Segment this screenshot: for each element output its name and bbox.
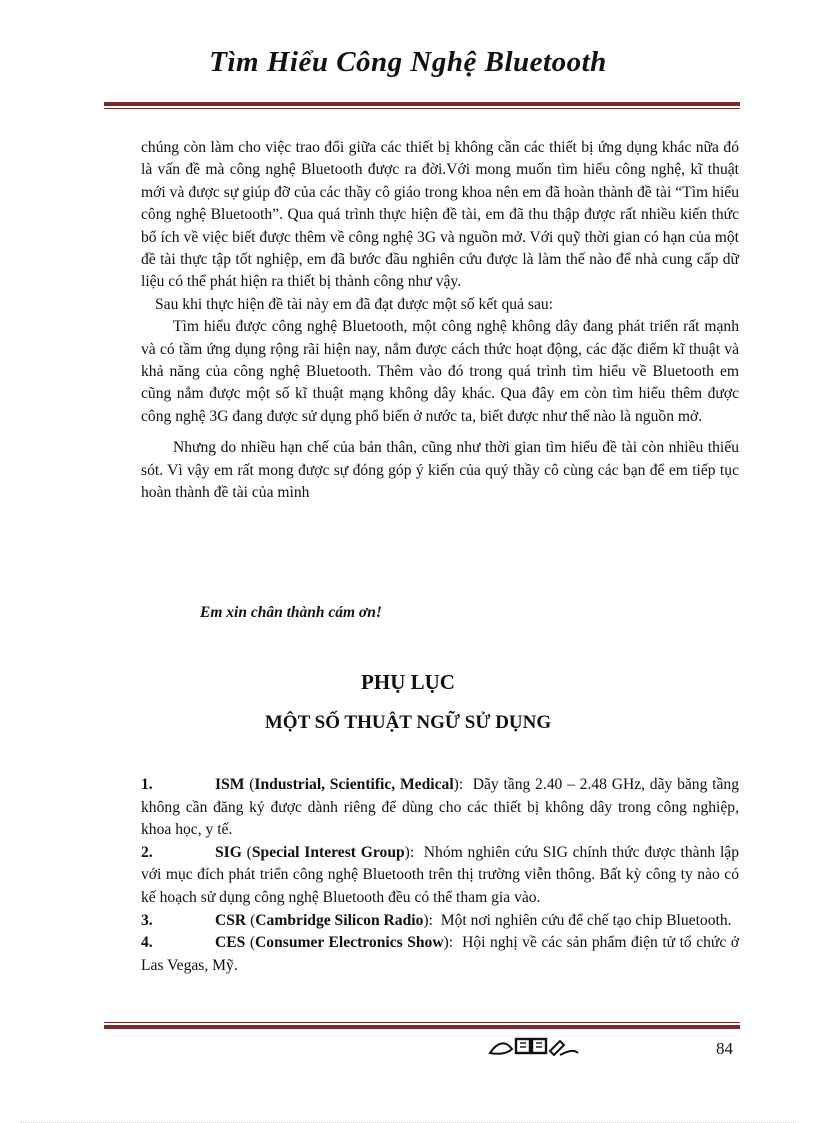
page-number: 84 [716, 1039, 733, 1058]
term-desc: Hội nghị về các sản phẩm điện tử tổ chức ở Las Vegas, Mỹ. [141, 934, 740, 974]
term-abbr: CES [215, 934, 246, 952]
term-full: Special Interest Group [251, 843, 405, 861]
term-item: 4. CES (Consumer Electronics Show): Hội nghị về các sản phẩm điện tử tổ chức ở Las Vegas, Mỹ. [141, 934, 740, 974]
closing-line: Em xin chân thành cám ơn! [200, 604, 382, 621]
term-desc: Dãy tầng 2.40 – 2.48 GHz, dãy băng tầng không cần đăng ký được dành riêng để dùng cho các thiết bị không dây trong công nghiệp, khoa học, y tế. [141, 776, 739, 839]
appendix-title: PHỤ LỤC [361, 670, 455, 694]
term-item: 3. CSR (Cambridge Silicon Radio): Một nơi nghiên cứu để chế tạo chip Bluetooth. [141, 910, 739, 933]
header-rule [104, 102, 740, 109]
term-desc: Nhóm nghiên cứu SIG chính thức được thành lập với mục đích phát triển công nghệ Bluetooth trên thị trường viễn thông. Bất kỳ công ty nào có kế hoạch sử dụng công nghệ Bluetooth đều có thể tham gia vào. [141, 843, 739, 906]
term-full: Consumer Electronics Show [255, 934, 444, 952]
book-ornament-icon [488, 1035, 580, 1063]
paragraph-3: Tìm hiểu được công nghệ Bluetooth, một công nghệ không dây đang phát triển rất mạnh và có tầm ứng dụng rộng rãi hiện nay, nắm được cách thức hoạt động, các đặc điểm kĩ thuật và khả năng của công nghệ Bluetooth. Thêm vào đó trong quá trình tìm hiểu về Bluetooth em cũng nắm được một số kĩ thuật mạng không dây khác. Qua đây em còn tìm hiểu thêm được công nghệ 3G đang được sử dụng phổ biến ở nước ta, biết được như thế nào là nguồn mở. [141, 318, 739, 425]
term-full: Cambridge Silicon Radio [255, 911, 424, 929]
page-header-title: Tìm Hiểu Công Nghệ Bluetooth [209, 46, 607, 78]
paragraph-1: chúng còn làm cho việc trao đổi giữa các thiết bị không cần các thiết bị ứng dụng khác nữa đó là vấn đề mà công nghệ Bluetooth được ra đời.Với mong muốn tìm hiểu công nghệ, kĩ thuật mới và được sự giúp đỡ của các thầy cô giáo trong khoa nên em đã hoàn thành đề tài “Tìm hiểu công nghệ Bluetooth”. Qua quá trình thực hiện đề tài, em đã thu thập được rất nhiều kiến thức bổ ích về việc biết được thêm về công nghệ 3G và nguồn mở. Với quỹ thời gian có hạn của một đề tài thực tập tốt nghiệp, em đã bước đầu nghiên cứu được là làm thế nào để nhà cung cấp dữ liệu có thể phát hiện ra thiết bị thành công như vậy. [141, 139, 739, 291]
term-number: 3. [141, 911, 153, 929]
term-number: 4. [141, 934, 153, 952]
term-desc: Một nơi nghiên cứu để chế tạo chip Bluetooth. [440, 911, 732, 929]
terms-list [141, 774, 739, 977]
term-abbr: SIG [215, 843, 242, 861]
term-abbr: CSR [215, 911, 247, 929]
term-item: 2. SIG (Special Interest Group): Nhóm nghiên cứu SIG chính thức được thành lập với mục đích phát triển công nghệ Bluetooth trên thị trường viễn thông. Bất kỳ công ty nào có kế hoạch sử dụng công nghệ Bluetooth đều có thể tham gia vào. [141, 843, 739, 906]
term-number: 1. [141, 776, 153, 793]
appendix-subtitle: MỘT SỐ THUẬT NGỮ SỬ DỤNG [264, 712, 552, 733]
term-full: Industrial, Scientific, Medical [254, 776, 454, 793]
term-number: 2. [141, 843, 153, 861]
term-abbr: ISM [215, 776, 245, 793]
body-text [141, 137, 739, 505]
footer-rule [104, 1022, 740, 1029]
paragraph-4: Nhưng do nhiều hạn chế của bản thân, cũng như thời gian tìm hiểu đề tài còn nhiều thiếu sót. Vì vậy em rất mong được sự đóng góp ý kiến của quý thầy cô cùng các bạn để em tiếp tục hoàn thành đề tài của mình [141, 439, 739, 502]
paragraph-2: Sau khi thực hiện đề tài này em đã đạt được một số kết quả sau: [155, 295, 554, 313]
term-item: 1. ISM (Industrial, Scientific, Medical): Dãy tầng 2.40 – 2.48 GHz, dãy băng tầng không cần đăng ký được dành riêng để dùng cho các thiết bị không dây trong công nghiệp, khoa học, y tế. [141, 776, 739, 839]
